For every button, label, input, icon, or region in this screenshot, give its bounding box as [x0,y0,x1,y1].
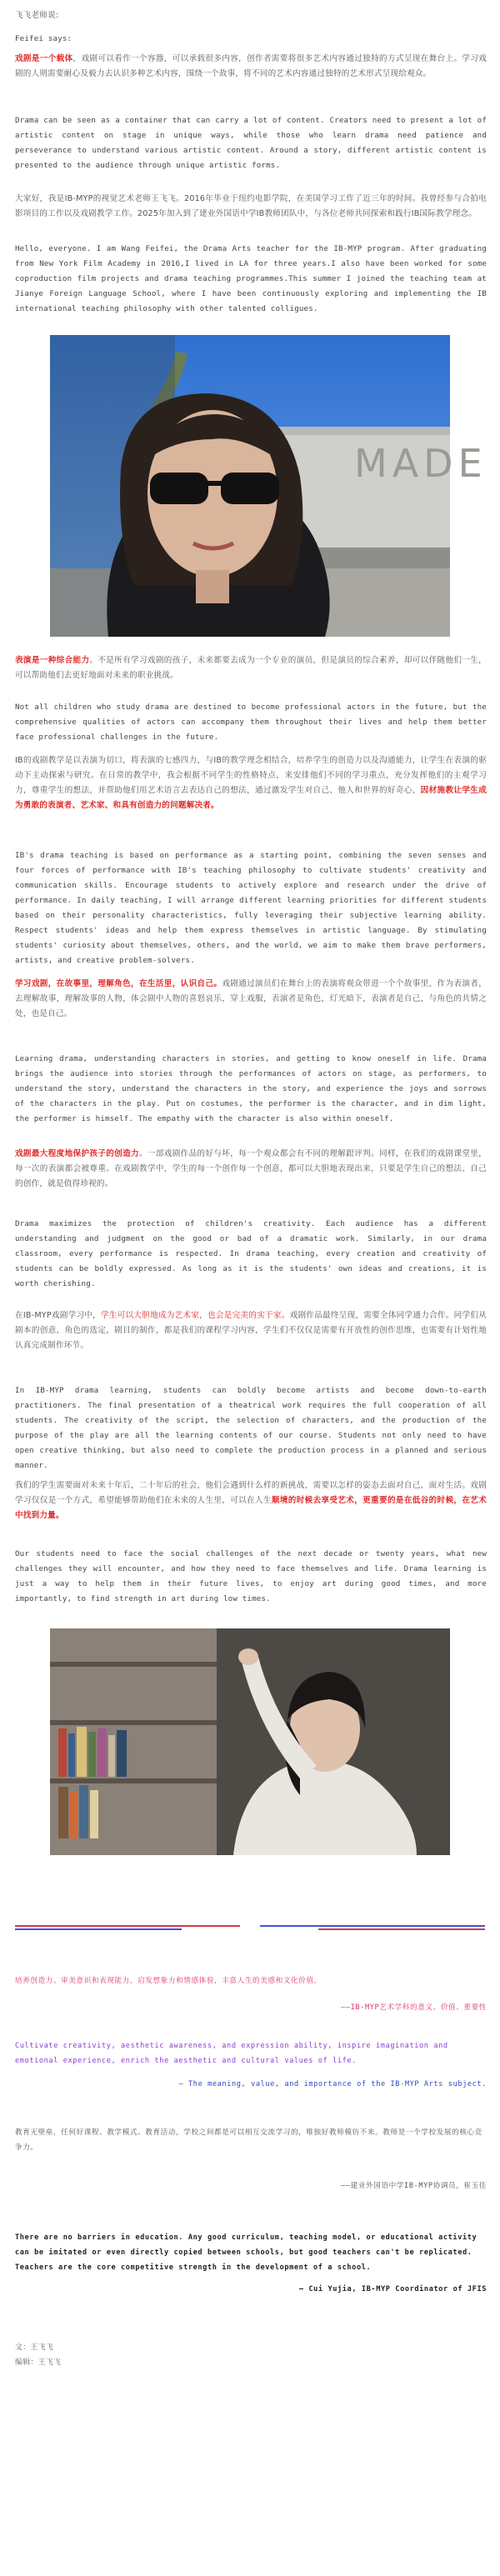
selfie-illustration [50,335,488,637]
highlight-artists: 学生可以大胆地成为艺术家，也会是完美的实干家。 [101,1311,290,1320]
highlight-drama-carrier: 戏剧是一个载体 [15,54,73,63]
quote-4-attribution: — Cui Yujia, IB-MYP Coordinator of JFIS [298,2285,487,2293]
paragraph-13-pre: 在IB-MYP戏剧学习中， [15,1311,102,1320]
greeting-en: Feifei says: [15,34,72,43]
paragraph-7 [15,753,487,813]
teacher-selfie-photo [50,335,488,637]
paragraph-1-text: ，戏剧可以看作一个容器，可以承载很多内容，创作者需要将很多艺术内容通过独特的方式呈现在舞台上。学习戏剧的人则需要耐心及毅力去认识多种艺术内容，围绕一个故事，将不同的艺术内容通过独特的艺术形式呈现给观众。 [15,54,487,78]
divider-right-blue [260,1925,485,1927]
highlight-brave-performers: 因材施教让学生成为勇敢的表演者、艺术家、和具有创造力的问题解决者。 [15,786,487,810]
divider-right-red [318,1928,485,1930]
paragraph-9-text: 戏剧通过演员们在舞台上的表演将观众带进一个个故事里，作为表演者，去理解故事，理解故事的人物，体会剧中人物的喜怒哀乐，穿上戏服，表演者是角色，灯光暗下，表演者是自己，与角色的共情之处，也是自己。 [15,979,488,1018]
paragraph-8-en: IB's drama teaching is based on performance as a starting point, combining the seven senses and four forces of performance with IB's teaching philosophy to cultivate students' creativity and communication skills. Encourage students to actively explore and research under the drive of performance. In daily teaching, I will arrange different learning priorities for different students based on their personality characteristics, fully leveraging their subjective learning ability. Respect students' ideas and help them express themselves in artistic language. By stimulating students' curiosity about themselves, others, and the world, we aim to make them brave performers, artists, and creative problem-solvers. [15,851,487,965]
paragraph-7-text: IB的戏剧教学是以表演为切口，将表演的七感四力，与IB的教学理念相结合，培养学生的创造力以及沟通能力，让学生在表演的驱动下主动探索与研究。在日常的教学中，我会根据不同学生的性格特点，来安排他们不同的学习重点，充分发挥他们的主观学习力，尊重学生的想法，并帮助他们用艺术语言去表达自己的想法，通过激发学生对自己、他人和世界的好奇心， [15,756,487,795]
quote-4-en: There are no barriers in education. Any good curriculum, teaching model, or educational activity can be imitated or even directly copied between schools, but good teachers can't be replicated. Teachers are the core competitive strength in the development of a school. [15,2233,478,2272]
quote-3-attribution: ——建业外国语中学IB-MYP协调员，崔玉佳 [341,2182,487,2190]
divider-left-blue [15,1928,182,1930]
building-sign-text: MADE [354,441,488,486]
paragraph-10-en: Learning drama, understanding characters in stories, and getting to know oneself in life. Drama brings the audience into stories through the performances of actors on stage, as performers, to understand the story, understand the characters in the story, and experience the joys and sorrows of the characters in the play. Put on costumes, the performer is the character, and in dim light, the performer is himself. The empathy with the character is also within oneself. [15,1054,487,1123]
paragraph-13-text: 戏剧作品最终呈现，需要全体同学通力合作。同学们从剧本的创意，角色的选定，剧目的制作，都是我们的课程学习内容，学生们不仅仅是需要有开放性的创作思维，也需要有计划性地认真完成制作环节。 [15,1311,487,1350]
highlight-performance-ability: 表演是一种综合能力 [15,656,90,665]
paragraph-9 [15,977,487,1022]
paragraph-5 [15,653,487,683]
paragraph-2-en: Drama can be seen as a container that can carry a lot of content. Creators need to present a lot of artistic content on stage in unique ways, while those who learn drama need patience and perseverance to understand various artistic content. Around a story, different artistic content is presented to the audience through unique artistic forms. [15,116,487,170]
paragraph-4-intro-en: Hello, everyone. I am Wang Feifei, the Drama Arts teacher for the IB-MYP program. After graduating from New York Film Academy in 2016,I lived in LA for three years.I also have been worked for some coproduction film projects and drama teaching programmes.This summer I joined the teaching team at Jianye Foreign Language School, where I have been continuously exploring and implementing the IB international teaching philosophy with other talented colligues. [15,244,487,313]
paragraph-6-en: Not all children who study drama are destined to become professional actors in the future, but the comprehensive qualities of actors can accompany them throughout their lives and help them better face professional challenges in the future. [15,703,487,742]
quote-1-zh: 培养创造力、审美意识和表现能力，启发想象力和情感体验，丰富人生的美感和文化价值。 [15,1977,322,1985]
credit-writer: 文：王飞飞 [15,2343,54,2352]
quote-3-zh: 教育无壁垒，任何好课程、教学模式、教育活动，学校之间都是可以相互交流学习的，唯独好教师模仿不来。教师是一个学校发展的核心竞争力。 [15,2128,482,2152]
paragraph-15-pre: 我们的学生需要面对未来十年后，二十年后的社会，他们会遇到什么样的新挑战，需要以怎样的姿态去面对自己，面对生活。戏剧学习仅仅是一个方式，希望能够帮助他们在未来的人生里，可以在人生 [15,1481,487,1505]
highlight-creativity: 戏剧最大程度地保护孩子的创造力 [15,1149,139,1158]
credit-editor: 编辑：王飞飞 [15,2358,62,2367]
quote-2-attribution: — The meaning, value, and importance of the IB-MYP Arts subject. [178,2080,487,2088]
highlight-find-strength: 顺境的时候去享受艺术，更重要的是在低谷的时候，在艺术中找到力量。 [15,1496,488,1520]
paragraph-1 [15,52,487,82]
paragraph-12-en: Drama maximizes the protection of children's creativity. Each audience has a different understanding and judgment on the good or bad of a dramatic work. Similarly, in our drama classroom, every performance is respected. In drama teaching, every creation and creativity of students can be boldly expressed. As long as it is the students' own ideas and creations, it is worth cherishing. [15,1219,487,1288]
quote-1-attribution: ——IB-MYP艺术学科的意义、价值、重要性 [341,2003,487,2012]
paragraph-11-text: 。一部戏剧作品的好与坏，每一个观众都会有不同的理解跟评判。同样，在我们的戏剧课堂里，每一次的表演都会被尊重。在戏剧教学中，学生的每一个创作每一个创意，都可以大胆地表现出来，只要是学生自己的想法、自己的创作，就是值得珍视的。 [15,1149,487,1188]
paragraph-3-intro: 大家好，我是IB-MYP的视觉艺术老师王飞飞。2016年毕业于纽约电影学院，在美国学习工作了近三年的时间。我曾经参与合拍电影项目的工作以及戏剧教学工作。2025年加入到了建业外国语中学IB教师团队中，与各位老师共同探索和践行IB国际教学理念。 [15,194,487,218]
paragraph-11 [15,1147,487,1192]
paragraph-15 [15,1478,487,1523]
paragraph-13 [15,1308,487,1353]
paragraph-16-en: Our students need to face the social challenges of the next decade or twenty years, what new challenges they will encounter, and how they need to face themselves and life. Drama learning is just a way to help them in their future lives, to enjoy art during good times, and more importantly, to find strength in art during low times. [15,1549,487,1603]
highlight-learning-drama: 学习戏剧，在故事里，理解角色，在生活里，认识自己。 [15,979,222,988]
paragraph-14-en: In IB-MYP drama learning, students can boldly become artists and become down-to-earth practitioners. The final presentation of a theatrical work requires the full cooperation of all students. The creativity of the script, the selection of characters, and the production of the purpose of the play are all the learning contents of our course. Students not only need to have open creative thinking, but also need to complete the production process in a planned and serious manner. [15,1386,487,1470]
teacher-library-photo [50,1628,450,1855]
greeting-zh: 飞飞老师说: [15,11,59,20]
quote-2-en: Cultivate creativity, aesthetic awareness, and expression ability, inspire imagination and emotional experience, enrich the aesthetic and cultural values of life. [15,2042,448,2065]
paragraph-5-text: 。不是所有学习戏剧的孩子，未来都要去成为一个专业的演员，但是演员的综合素养，却可以伴随他们一生，可以帮助他们去更好地面对未来的职业挑战。 [15,656,487,680]
divider-left-red [15,1925,240,1927]
library-illustration [50,1628,450,1855]
